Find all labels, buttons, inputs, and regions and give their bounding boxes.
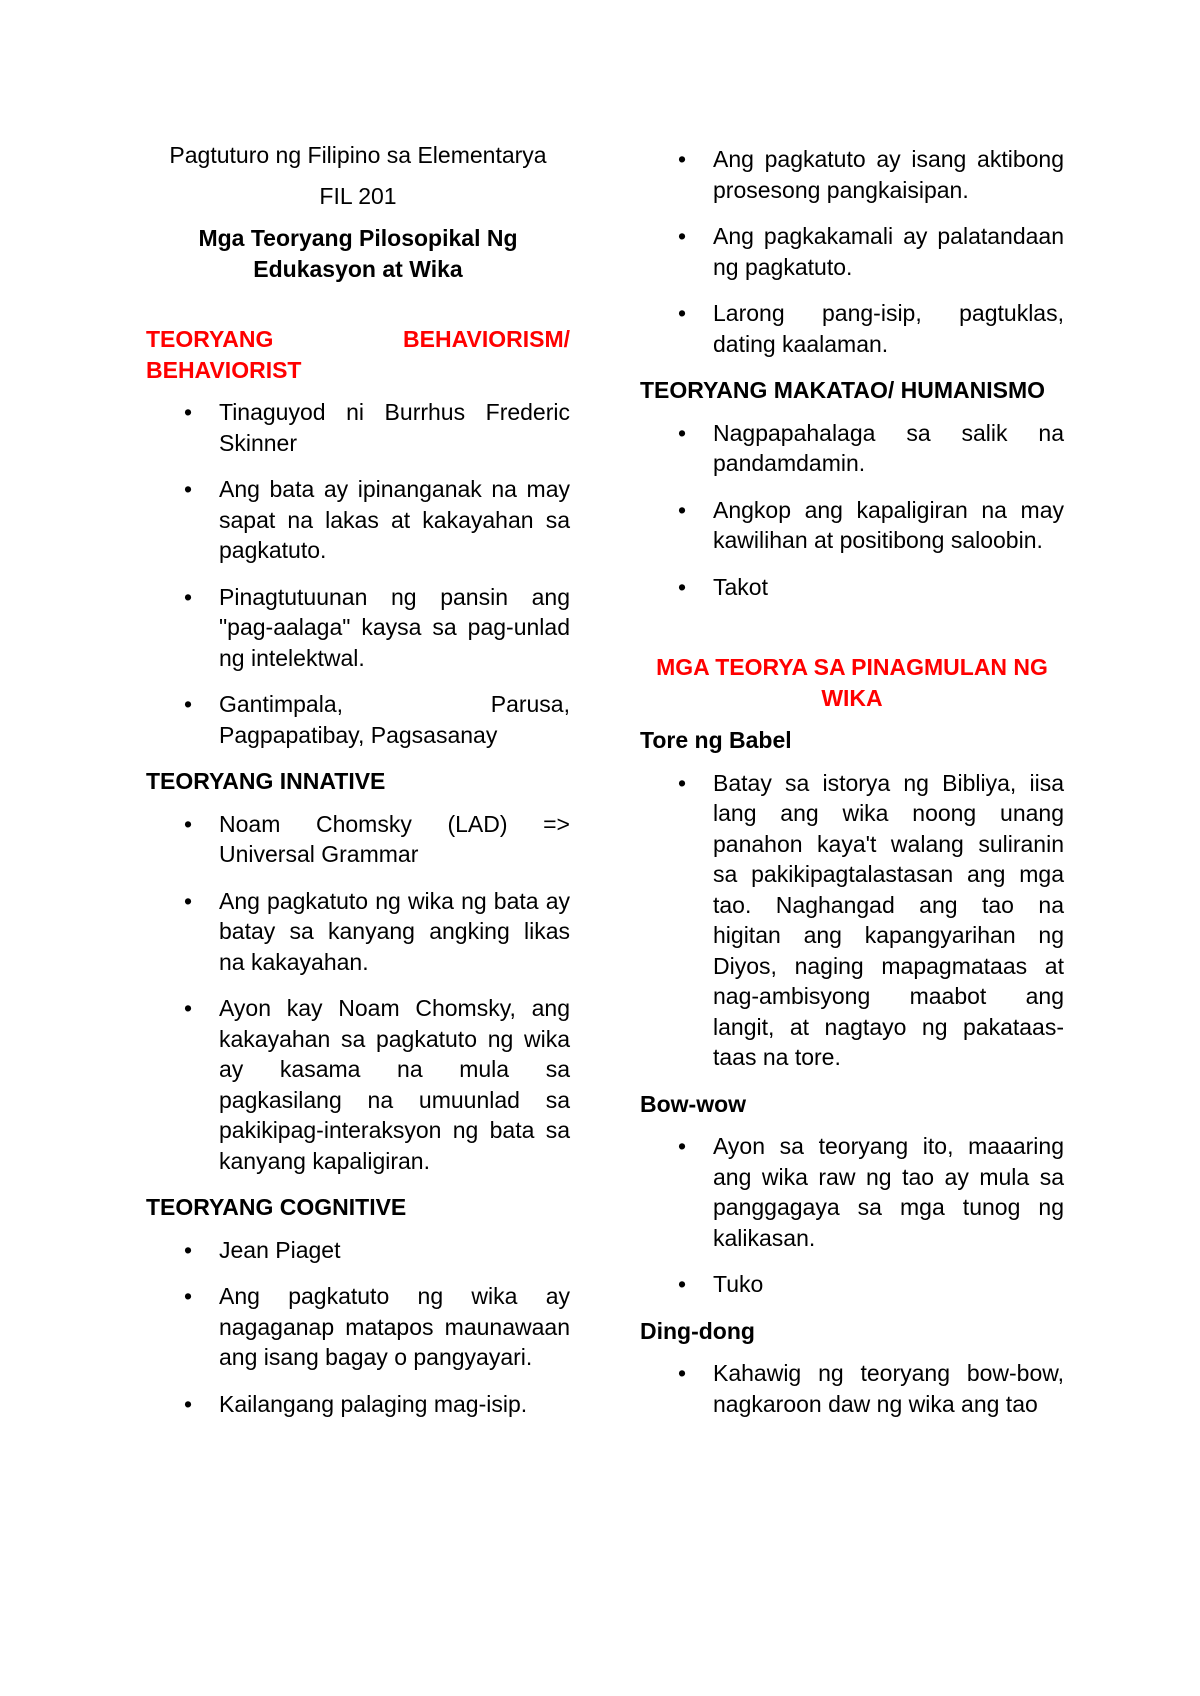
- section-heading-pinagmulan: MGA TEORYA SA PINAGMULAN NG WIKA: [656, 654, 1048, 711]
- course-code: FIL 201: [319, 182, 397, 209]
- bullet-icon: •: [678, 1271, 687, 1297]
- list-item: • Batay sa istorya ng Bibliya, iisa lang ang wika noong unang panahon kaya't walang suliranin sa pakikipagtalastasan ang mga tao. Naghangad ang tao na higitan ang kapangyarihan ng Diyos, naging mapagmataas at nag-ambisyong maabot ang langit, at nagtayo ng pakataas-taas na tore.: [678, 769, 1064, 1070]
- bullet-icon: •: [184, 1236, 193, 1263]
- left-column: [146, 140, 570, 1435]
- bowwow-list: [640, 1131, 1064, 1300]
- subheading-tore-ng-babel: Tore ng Babel: [640, 727, 792, 753]
- list-item: • Ang pagkatuto ng wika ay nagaganap matapos maunawaan ang isang bagay o pangyayari.: [184, 1283, 570, 1370]
- list-item: • Ayon sa teoryang ito, maaaring ang wika raw ng tao ay mula sa panggagaya sa mga tunog ng kalikasan.: [678, 1133, 1064, 1251]
- bullet-icon: •: [678, 419, 687, 446]
- list-item: • Pinagtutuunan ng pansin ang "pag-aalaga" kaysa sa pag-unlad ng intelektwal.: [184, 583, 570, 671]
- list-item: • Ang bata ay ipinanganak na may sapat na lakas at kakayahan sa pagkatuto.: [184, 476, 570, 563]
- bullet-icon: •: [678, 573, 687, 600]
- bullet-icon: •: [184, 810, 193, 837]
- section-heading-behaviorism: TEORYANG BEHAVIORISM/ BEHAVIORIST: [146, 326, 570, 383]
- bullet-icon: •: [184, 995, 193, 1021]
- humanismo-list: [640, 418, 1064, 603]
- subheading-bow-wow: Bow-wow: [640, 1090, 747, 1117]
- list-item: • Takot: [640, 572, 1064, 603]
- list-item: • Larong pang-isip, pagtuklas, dating kaalaman.: [678, 300, 1064, 357]
- bullet-icon: •: [184, 887, 193, 914]
- section-heading-cognitive: TEORYANG COGNITIVE: [146, 1194, 407, 1220]
- bullet-icon: •: [678, 1133, 687, 1159]
- document-title: [146, 223, 570, 284]
- list-item: • Tinaguyod ni Burrhus Frederic Skinner: [184, 399, 570, 456]
- right-column: [640, 144, 1064, 1435]
- list-item: • Ang pagkakamali ay palatandaan ng pagkatuto.: [678, 223, 1064, 280]
- document-title-line-1: Mga Teoryang Pilosopikal Ng: [198, 225, 518, 251]
- innative-list: [146, 809, 570, 1177]
- list-item: • Ang pagkatuto ay isang aktibong prosesong pangkaisipan.: [678, 146, 1064, 203]
- subheading-ding-dong: Ding-dong: [640, 1317, 755, 1344]
- behaviorism-list: [146, 397, 570, 750]
- bullet-icon: •: [678, 223, 687, 249]
- document-subtitle: Pagtuturo ng Filipino sa Elementarya: [169, 142, 547, 168]
- list-item: • Angkop ang kapaligiran na may kawilihan at positibong saloobin.: [678, 496, 1064, 553]
- bullet-icon: •: [678, 146, 687, 172]
- bullet-icon: •: [184, 1390, 193, 1417]
- list-item: • Jean Piaget: [146, 1235, 570, 1266]
- section-heading-humanismo: TEORYANG MAKATAO/ HUMANISMO: [640, 377, 1046, 403]
- bullet-icon: •: [184, 691, 193, 717]
- bullet-icon: •: [678, 496, 687, 523]
- list-item: • Kahawig ng teoryang bow-bow, nagkaroon daw ng wika ang tao: [678, 1360, 1064, 1417]
- babel-list: [640, 768, 1064, 1073]
- list-item: • Tuko: [640, 1269, 1064, 1300]
- list-item: • Gantimpala, Parusa, Pagpapatibay, Pagsasanay: [184, 691, 570, 748]
- bullet-icon: •: [184, 476, 193, 502]
- list-item: • Noam Chomsky (LAD) => Universal Grammar: [184, 810, 570, 867]
- list-item: • Ang pagkatuto ng wika ng bata ay batay sa kanyang angking likas na kakayahan.: [184, 887, 570, 975]
- bullet-icon: •: [184, 1283, 193, 1309]
- cognitive-list: [146, 1235, 570, 1420]
- bullet-icon: •: [678, 1360, 687, 1386]
- list-item: • Nagpapahalaga sa salik na pandamdamin.: [678, 419, 1064, 476]
- cognitive-continued-list: [640, 144, 1064, 359]
- bullet-icon: •: [678, 769, 687, 796]
- section-heading-innative: TEORYANG INNATIVE: [146, 768, 386, 794]
- bullet-icon: •: [678, 300, 687, 326]
- bullet-icon: •: [184, 583, 193, 610]
- list-item: • Ayon kay Noam Chomsky, ang kakayahan sa pagkatuto ng wika ay kasama na mula sa pagkasilang na umuunlad sa pakikipag-interaksyon ng bata sa kanyang kapaligiran.: [184, 995, 570, 1174]
- document-title-line-2: Edukasyon at Wika: [253, 255, 463, 282]
- bullet-icon: •: [184, 399, 193, 425]
- list-item: • Kailangang palaging mag-isip.: [146, 1389, 570, 1420]
- dingdong-list: [640, 1358, 1064, 1419]
